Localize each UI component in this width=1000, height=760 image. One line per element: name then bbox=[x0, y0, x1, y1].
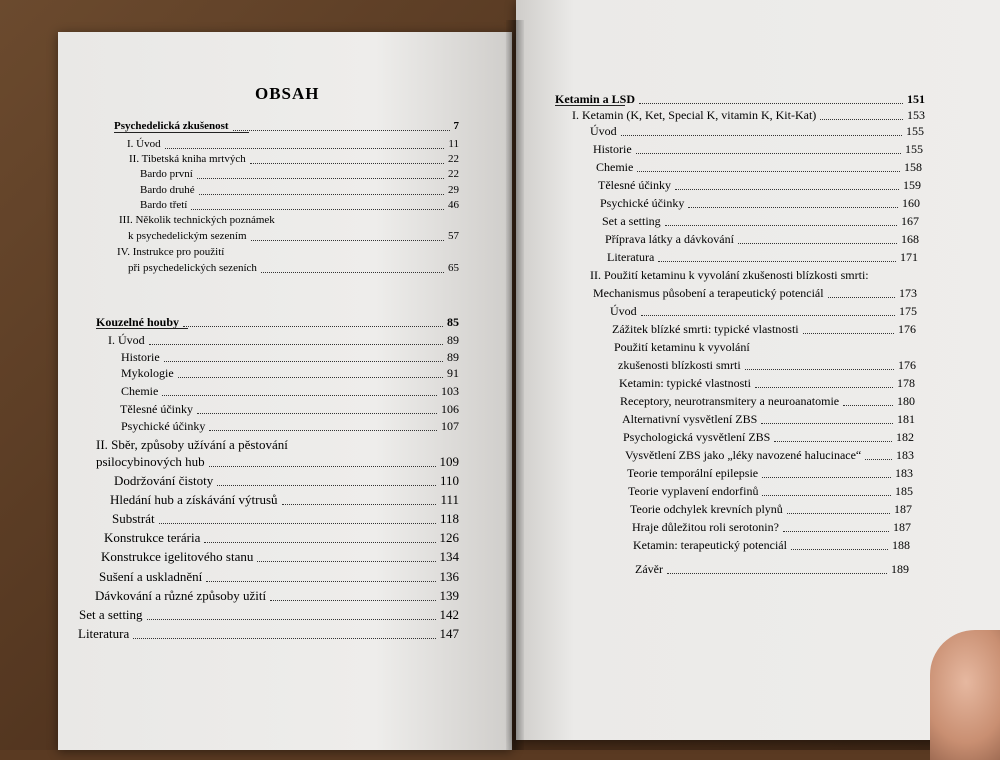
left-toc-entry-title: II. Sběr, způsoby užívání a pěstování bbox=[96, 437, 288, 452]
book-gutter bbox=[506, 20, 524, 750]
left-toc-entry-leader bbox=[233, 130, 450, 131]
right-toc-entry-page: 160 bbox=[902, 196, 920, 210]
right-toc-entry-title: Historie bbox=[593, 142, 632, 156]
left-toc-entry-page: 107 bbox=[441, 419, 459, 433]
right-toc-entry-title: Receptory, neurotransmitery a neuroanatomie bbox=[620, 394, 840, 408]
left-toc-entry-page: 103 bbox=[441, 384, 459, 398]
left-toc-entry-leader bbox=[191, 209, 444, 210]
left-toc-entry-page: 118 bbox=[439, 511, 459, 526]
left-toc-entry-title: Kouzelné houby bbox=[96, 315, 180, 329]
right-toc-entry-leader bbox=[803, 333, 894, 334]
right-toc-entry-leader bbox=[865, 459, 892, 460]
left-toc-entry-title: k psychedelickým sezením bbox=[128, 230, 247, 242]
left-toc-entry-leader bbox=[183, 326, 443, 327]
left-toc-entry-page: 7 bbox=[453, 120, 459, 132]
right-toc-entry-page: 176 bbox=[898, 322, 916, 336]
left-toc-entry-leader bbox=[178, 377, 443, 378]
left-toc-entry-title: Bardo první bbox=[140, 168, 193, 180]
right-toc-entry-leader bbox=[791, 549, 888, 550]
right-toc-entry-page: 183 bbox=[896, 448, 914, 462]
left-toc-entry-title: Substrát bbox=[112, 511, 155, 526]
left-toc-entry-page: 65 bbox=[448, 262, 459, 274]
right-toc-entry-title: Alternativní vysvětlení ZBS bbox=[622, 412, 758, 426]
left-toc-entry-title: psilocybinových hub bbox=[96, 454, 205, 469]
right-toc-entry-title: II. Použití ketaminu k vyvolání zkušenosti blízkosti smrti: bbox=[590, 268, 869, 282]
left-toc-entry-page: 106 bbox=[441, 402, 459, 416]
right-toc-entry-leader bbox=[688, 207, 898, 208]
right-toc-entry-page: 173 bbox=[899, 286, 917, 300]
left-toc-entry-leader bbox=[147, 619, 436, 620]
right-toc-entry-page: 159 bbox=[903, 178, 921, 192]
left-toc-entry-leader bbox=[270, 600, 435, 601]
right-toc-entry-leader bbox=[637, 171, 900, 172]
right-toc-entry-title: Teorie odchylek krevních plynů bbox=[630, 502, 783, 516]
left-toc-entry-page: 85 bbox=[447, 315, 459, 329]
left-toc-entry-page: 126 bbox=[439, 530, 459, 545]
left-toc-entry-underline bbox=[114, 132, 249, 133]
left-toc-entry-page: 111 bbox=[440, 492, 459, 507]
right-toc-entry-title: Ketamin: typické vlastnosti bbox=[619, 376, 751, 390]
left-toc-entry-page: 91 bbox=[447, 366, 459, 380]
left-toc-entry-title: Hledání hub a získávání výtrusů bbox=[110, 492, 278, 507]
right-toc-entry-title: Chemie bbox=[596, 160, 634, 174]
right-toc-entry-title: Hraje důležitou roli serotonin? bbox=[632, 520, 779, 534]
left-toc-entry-page: 142 bbox=[439, 607, 459, 622]
right-toc-entry-title: Literatura bbox=[607, 250, 655, 264]
left-toc-entry-page: 29 bbox=[448, 184, 459, 196]
left-toc-entry-page: 46 bbox=[448, 199, 459, 211]
right-toc-entry-leader bbox=[762, 477, 891, 478]
right-toc-entry-leader bbox=[675, 189, 899, 190]
right-toc-entry-page: 183 bbox=[895, 466, 913, 480]
right-toc-entry-title: Úvod bbox=[610, 304, 637, 318]
left-toc-entry-page: 22 bbox=[448, 168, 459, 180]
right-toc-entry-leader bbox=[755, 387, 893, 388]
left-toc-entry-page: 110 bbox=[439, 473, 459, 488]
left-toc-entry-title: Chemie bbox=[121, 384, 159, 398]
left-toc-entry-title: IV. Instrukce pro použití bbox=[117, 246, 225, 258]
left-toc-entry-title: I. Úvod bbox=[108, 333, 145, 347]
right-toc-entry-page: 181 bbox=[897, 412, 915, 426]
right-toc-entry-leader bbox=[658, 261, 896, 262]
right-toc-entry-page: 180 bbox=[897, 394, 915, 408]
right-toc-entry-page: 178 bbox=[897, 376, 915, 390]
left-toc-entry-page: 147 bbox=[439, 626, 459, 641]
right-toc-entry-leader bbox=[641, 315, 895, 316]
right-toc-entry-title: Závěr bbox=[635, 562, 663, 576]
right-toc-entry-title: Teorie temporální epilepsie bbox=[627, 466, 759, 480]
left-toc-entry-title: Mykologie bbox=[121, 366, 174, 380]
right-toc-entry-title: Mechanismus působení a terapeutický potenciál bbox=[593, 286, 824, 300]
right-toc-entry-leader bbox=[636, 153, 901, 154]
right-toc-entry-title: Zážitek blízké smrti: typické vlastnosti bbox=[612, 322, 799, 336]
right-toc-entry-page: 185 bbox=[895, 484, 913, 498]
left-toc-entry-page: 22 bbox=[448, 153, 459, 165]
right-toc-entry-leader bbox=[639, 103, 903, 104]
left-toc-entry-title: I. Úvod bbox=[127, 138, 161, 150]
right-toc-entry-leader bbox=[787, 513, 890, 514]
left-toc-entry-page: 139 bbox=[439, 588, 459, 603]
right-toc-entry-page: 158 bbox=[904, 160, 922, 174]
right-toc-entry-page: 168 bbox=[901, 232, 919, 246]
left-toc-entry-page: 136 bbox=[439, 569, 459, 584]
left-toc-entry-leader bbox=[250, 163, 444, 164]
right-toc-entry-title: Příprava látky a dávkování bbox=[605, 232, 734, 246]
right-toc-entry-underline bbox=[555, 105, 625, 106]
left-toc-entry-title: III. Několik technických poznámek bbox=[119, 214, 275, 226]
left-toc-entry-page: 134 bbox=[439, 549, 459, 564]
left-toc-entry-underline bbox=[96, 328, 188, 329]
right-toc-entry-leader bbox=[665, 225, 897, 226]
right-toc-entry-title: Použití ketaminu k vyvolání bbox=[614, 340, 750, 354]
right-toc-entry-leader bbox=[761, 423, 893, 424]
left-toc-entry-leader bbox=[199, 194, 444, 195]
right-toc-entry-page: 176 bbox=[898, 358, 916, 372]
left-toc-entry-leader bbox=[197, 413, 437, 414]
left-toc-entry-leader bbox=[133, 638, 435, 639]
left-toc-entry-leader bbox=[165, 148, 445, 149]
left-toc-entry-leader bbox=[164, 361, 443, 362]
left-toc-entry-page: 89 bbox=[447, 333, 459, 347]
left-toc-entry-leader bbox=[257, 561, 435, 562]
left-toc-entry-leader bbox=[197, 178, 444, 179]
right-toc-entry-leader bbox=[843, 405, 893, 406]
left-toc-entry-title: Psychedelická zkušenost bbox=[114, 120, 229, 132]
right-toc-entry-page: 171 bbox=[900, 250, 918, 264]
left-toc-entry-leader bbox=[209, 430, 437, 431]
right-toc-entry-page: 189 bbox=[891, 562, 909, 576]
left-toc-entry-title: Konstrukce igelitového stanu bbox=[101, 549, 254, 564]
left-toc-entry-title: Psychické účinky bbox=[121, 419, 206, 433]
right-toc-entry-leader bbox=[738, 243, 897, 244]
right-toc-entry-title: Ketamin a LSD bbox=[555, 92, 636, 106]
left-toc-entry-page: 11 bbox=[448, 138, 459, 150]
right-toc-entry-leader bbox=[621, 135, 902, 136]
right-toc-entry-leader bbox=[774, 441, 892, 442]
left-toc-entry-title: Konstrukce terária bbox=[104, 530, 201, 545]
thumb bbox=[930, 630, 1000, 760]
left-toc-entry-title: Sušení a uskladnění bbox=[99, 569, 203, 584]
left-toc-entry-page: 57 bbox=[448, 230, 459, 242]
right-toc-entry-page: 151 bbox=[907, 92, 925, 106]
left-toc-entry-title: Set a setting bbox=[79, 607, 143, 622]
left-toc-entry-title: Tělesné účinky bbox=[120, 402, 193, 416]
right-toc-entry-leader bbox=[820, 119, 903, 120]
left-toc-entry-leader bbox=[149, 344, 443, 345]
right-toc-entry-leader bbox=[745, 369, 894, 370]
left-toc-entry-title: Bardo třetí bbox=[140, 199, 188, 211]
right-toc-entry-title: Úvod bbox=[590, 124, 617, 138]
left-toc-entry-title: Dávkování a různé způsoby užití bbox=[95, 588, 267, 603]
right-toc-entry-title: Psychologická vysvětlení ZBS bbox=[623, 430, 771, 444]
right-toc-entry-page: 153 bbox=[907, 108, 925, 122]
left-toc-entry-page: 109 bbox=[439, 454, 459, 469]
right-toc-entry-page: 167 bbox=[901, 214, 919, 228]
right-toc-entry-page: 188 bbox=[892, 538, 910, 552]
right-toc-entry-page: 187 bbox=[893, 520, 911, 534]
right-toc-entry-title: I. Ketamin (K, Ket, Special K, vitamin K, Kit-Kat) bbox=[572, 108, 817, 122]
left-toc-entry-title: II. Tibetská kniha mrtvých bbox=[129, 153, 246, 165]
left-toc-entry-leader bbox=[206, 581, 435, 582]
right-toc-entry-title: Vysvětlení ZBS jako „léky navozené halucinace“ bbox=[625, 448, 862, 462]
left-toc-entry-leader bbox=[261, 272, 444, 273]
right-toc-entry-page: 155 bbox=[905, 142, 923, 156]
left-toc-entry-leader bbox=[209, 466, 436, 467]
left-toc-entry-leader bbox=[251, 240, 444, 241]
left-toc-entry-leader bbox=[162, 395, 437, 396]
right-toc-entry-leader bbox=[828, 297, 895, 298]
right-toc-entry-title: zkušenosti blízkosti smrti bbox=[618, 358, 741, 372]
left-toc-entry-leader bbox=[282, 504, 437, 505]
right-toc-entry-title: Psychické účinky bbox=[600, 196, 685, 210]
left-toc-entry-title: Dodržování čistoty bbox=[114, 473, 214, 488]
right-toc-entry-page: 182 bbox=[896, 430, 914, 444]
right-toc-entry-leader bbox=[783, 531, 889, 532]
right-toc-entry-title: Ketamin: terapeutický potenciál bbox=[633, 538, 787, 552]
left-toc-entry-title: při psychedelických sezeních bbox=[128, 262, 257, 274]
right-toc-entry-title: Teorie vyplavení endorfinů bbox=[628, 484, 759, 498]
right-toc-entry-page: 187 bbox=[894, 502, 912, 516]
left-toc-entry-leader bbox=[217, 485, 436, 486]
right-toc-entry-title: Set a setting bbox=[602, 214, 661, 228]
left-toc-entry-leader bbox=[159, 523, 436, 524]
right-toc-entry-leader bbox=[762, 495, 891, 496]
left-toc-entry-title: Literatura bbox=[78, 626, 130, 641]
right-toc-entry-title: Tělesné účinky bbox=[598, 178, 671, 192]
left-toc-entry-title: Historie bbox=[121, 350, 160, 364]
right-toc-entry-page: 155 bbox=[906, 124, 924, 138]
right-toc-entry-page: 175 bbox=[899, 304, 917, 318]
right-toc-entry-leader bbox=[667, 573, 887, 574]
page-title: OBSAH bbox=[255, 84, 320, 103]
left-toc-entry-title: Bardo druhé bbox=[140, 184, 195, 196]
left-toc-entry-leader bbox=[204, 542, 435, 543]
left-toc-entry-page: 89 bbox=[447, 350, 459, 364]
